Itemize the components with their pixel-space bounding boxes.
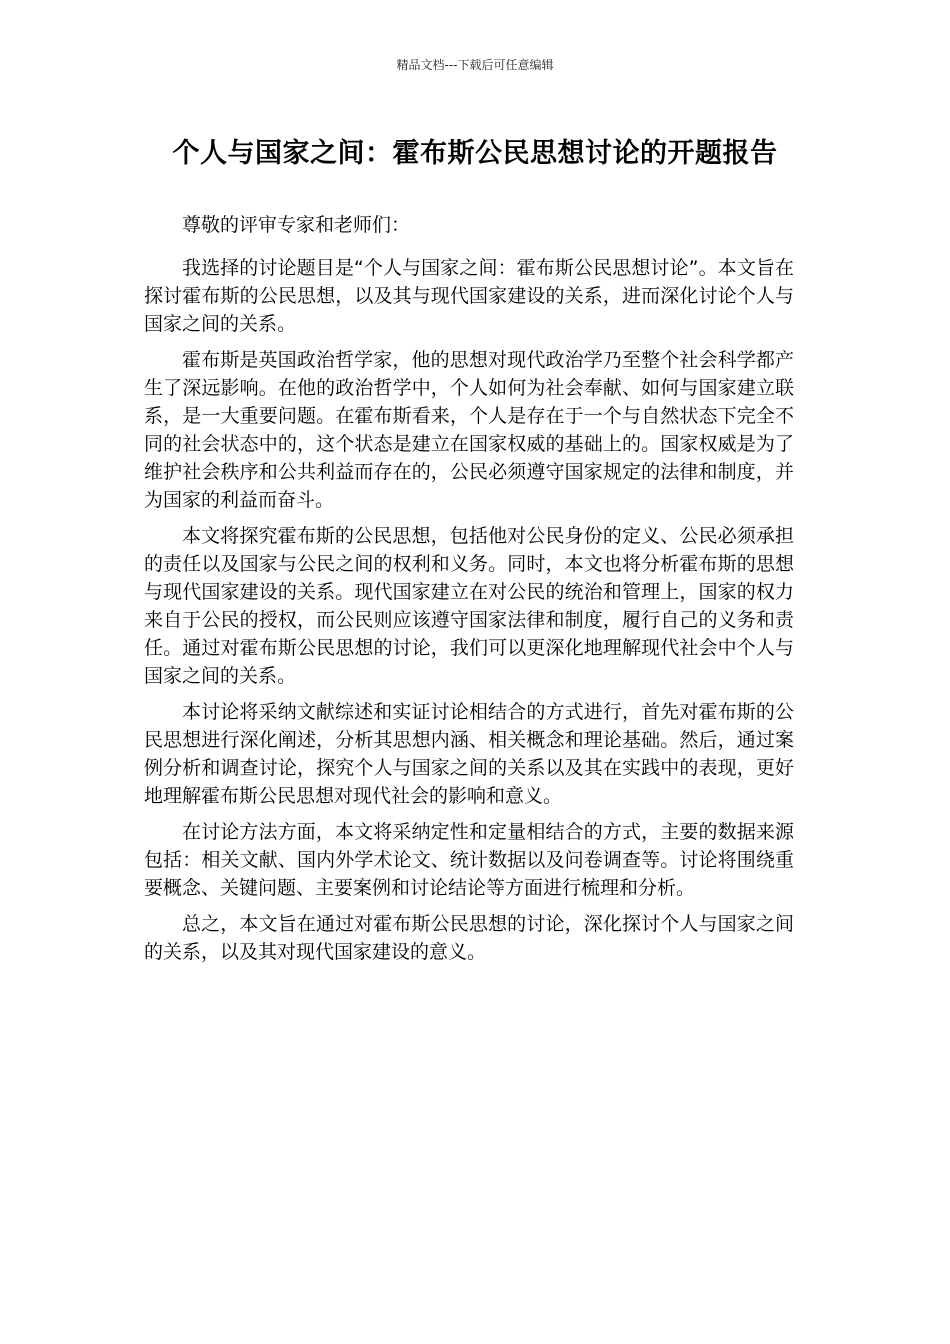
paragraph-research-approach: 本讨论将采纳文献综述和实证讨论相结合的方式进行，首先对霍布斯的公民思想进行深化阐述，分析其思想内涵、相关概念和理论基础。然后，通过案例分析和调查讨论，探究个人与国家之间的关系以及其在实践中的表现，更好地理解霍布斯公民思想对现代社会的影响和意义。 xyxy=(144,701,794,807)
paragraph-research-content: 本文将探究霍布斯的公民思想，包括他对公民身份的定义、公民必须承担的责任以及国家与公民之间的权利和义务。同时，本文也将分析霍布斯的思想与现代国家建设的关系。现代国家建立在对公民的统治和管理上，国家的权力来自于公民的授权，而公民则应该遵守国家法律和制度，履行自己的义务和责任。通过对霍布斯公民思想的讨论，我们可以更深化地理解现代社会中个人与国家之间的关系。 xyxy=(144,525,794,687)
paragraph-hobbes-background: 霍布斯是英国政治哲学家，他的思想对现代政治学乃至整个社会科学都产生了深远影响。在他的政治哲学中，个人如何为社会奉献、如何与国家建立联系，是一大重要问题。在霍布斯看来，个人是存在于一个与自然状态下完全不同的社会状态中的，这个状态是建立在国家权威的基础上的。国家权威是为了维护社会秩序和公共利益而存在的，公民必须遵守国家规定的法律和制度，并为国家的利益而奋斗。 xyxy=(144,349,794,511)
document-body xyxy=(144,211,794,974)
document-title: 个人与国家之间：霍布斯公民思想讨论的开题报告 xyxy=(172,138,778,169)
salutation: 尊敬的评审专家和老师们： xyxy=(182,214,411,236)
paragraph-conclusion: 总之，本文旨在通过对霍布斯公民思想的讨论，深化探讨个人与国家之间的关系，以及其对现代国家建设的意义。 xyxy=(144,913,794,963)
header-watermark: 精品文档---下载后可任意编辑 xyxy=(396,58,554,72)
paragraph-research-method: 在讨论方法方面，本文将采纳定性和定量相结合的方式，主要的数据来源包括：相关文献、国内外学术论文、统计数据以及问卷调查等。讨论将围绕重要概念、关键问题、主要案例和讨论结论等方面进行梳理和分析。 xyxy=(144,821,794,899)
paragraph-topic: 我选择的讨论题目是“个人与国家之间：霍布斯公民思想讨论”。本文旨在探讨霍布斯的公民思想，以及其与现代国家建设的关系，进而深化讨论个人与国家之间的关系。 xyxy=(144,257,794,335)
